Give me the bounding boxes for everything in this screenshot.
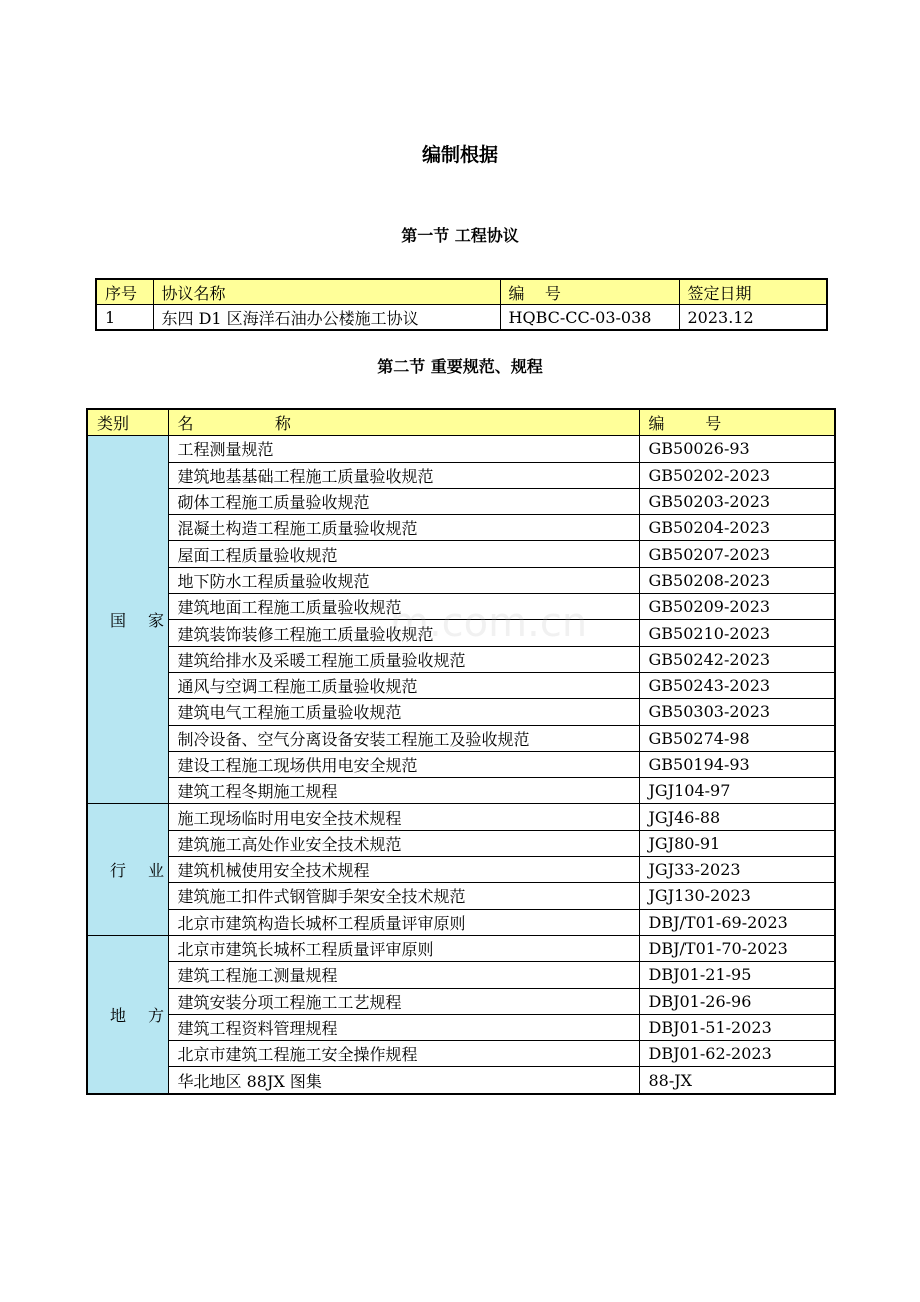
cell-date: 2023.12 [679,305,827,331]
col-header-code: 编 号 [639,409,835,436]
table-row [87,1041,835,1067]
table-row [87,988,835,1014]
table-row [87,1067,835,1094]
standard-code-cell: DBJ01-26-96 [639,988,835,1014]
table-row [87,462,835,488]
standard-name-cell: 制冷设备、空气分离设备安装工程施工及验收规范 [168,725,639,751]
table-row [87,883,835,909]
col-header-date: 签定日期 [679,279,827,305]
standard-code-cell: GB50204-2023 [639,515,835,541]
standard-code-cell: DBJ/T01-69-2023 [639,909,835,935]
table-row [87,778,835,804]
standard-code-cell: JGJ33-2023 [639,857,835,883]
standard-code-cell: DBJ01-21-95 [639,962,835,988]
table-row [87,1014,835,1040]
standard-code-cell: GB50243-2023 [639,672,835,698]
table-row [87,962,835,988]
cell-code: HQBC-CC-03-038 [500,305,679,331]
standard-code-cell: JGJ130-2023 [639,883,835,909]
standard-code-cell: JGJ46-88 [639,804,835,830]
table-row [87,909,835,935]
standards-table [86,408,836,1095]
standard-code-cell: GB50210-2023 [639,620,835,646]
standard-name-cell: 建筑工程施工测量规程 [168,962,639,988]
standard-code-cell: JGJ80-91 [639,830,835,856]
section1-heading: 第一节 工程协议 [401,226,519,245]
standard-name-cell: 建筑施工高处作业安全技术规范 [168,830,639,856]
table-row [87,541,835,567]
contract-table [95,278,828,331]
col-header-name: 协议名称 [153,279,500,305]
standard-code-cell: GB50242-2023 [639,646,835,672]
standard-name-cell: 建设工程施工现场供用电安全规范 [168,751,639,777]
standard-name-cell: 建筑给排水及采暖工程施工质量验收规范 [168,646,639,672]
col-header-name: 名 称 [168,409,639,436]
standard-name-cell: 建筑安装分项工程施工工艺规程 [168,988,639,1014]
table-row [87,620,835,646]
standard-code-cell: GB50194-93 [639,751,835,777]
table-row [87,751,835,777]
standard-name-cell: 施工现场临时用电安全技术规程 [168,804,639,830]
watermark: m.com.cn [390,600,588,646]
standard-name-cell: 建筑地面工程施工质量验收规范 [168,594,639,620]
table-row [87,672,835,698]
category-cell: 地方 [87,935,168,1093]
table-row [87,830,835,856]
cell-name: 东四 D1 区海洋石油办公楼施工协议 [153,305,500,331]
standard-name-cell: 北京市建筑构造长城杯工程质量评审原则 [168,909,639,935]
table-row [87,567,835,593]
section2-heading: 第二节 重要规范、规程 [377,357,543,376]
table-row [87,594,835,620]
standard-name-cell: 北京市建筑长城杯工程质量评审原则 [168,935,639,961]
standard-code-cell: DBJ01-51-2023 [639,1014,835,1040]
col-header-no: 序号 [96,279,153,305]
category-cell: 国家 [87,436,168,804]
standard-code-cell: DBJ01-62-2023 [639,1041,835,1067]
table-row [87,804,835,830]
table-row [87,725,835,751]
standard-name-cell: 混凝土构造工程施工质量验收规范 [168,515,639,541]
page-title: 编制根据 [421,144,498,166]
table-row [87,436,835,462]
standard-name-cell: 砌体工程施工质量验收规范 [168,488,639,514]
col-header-category: 类别 [87,409,168,436]
category-cell: 行业 [87,804,168,935]
table-row [87,488,835,514]
table-row [96,305,827,331]
standard-code-cell: 88-JX [639,1067,835,1094]
standard-name-cell: 建筑电气工程施工质量验收规范 [168,699,639,725]
standard-name-cell: 建筑施工扣件式钢管脚手架安全技术规范 [168,883,639,909]
standard-name-cell: 建筑工程冬期施工规程 [168,778,639,804]
standard-name-cell: 工程测量规范 [168,436,639,462]
table-row [87,935,835,961]
contract-table-header-row [96,279,827,305]
standard-name-cell: 建筑机械使用安全技术规程 [168,857,639,883]
standard-code-cell: GB50274-98 [639,725,835,751]
standard-code-cell: GB50203-2023 [639,488,835,514]
standard-code-cell: GB50202-2023 [639,462,835,488]
table-row [87,515,835,541]
standard-name-cell: 华北地区 88JX 图集 [168,1067,639,1094]
table-row [87,699,835,725]
standard-name-cell: 北京市建筑工程施工安全操作规程 [168,1041,639,1067]
standard-code-cell: DBJ/T01-70-2023 [639,935,835,961]
standard-name-cell: 建筑装饰装修工程施工质量验收规范 [168,620,639,646]
standard-code-cell: GB50209-2023 [639,594,835,620]
standard-code-cell: GB50207-2023 [639,541,835,567]
standards-table-header-row [87,409,835,436]
col-header-code: 编 号 [500,279,679,305]
standard-name-cell: 地下防水工程质量验收规范 [168,567,639,593]
table-row [87,646,835,672]
standard-name-cell: 建筑工程资料管理规程 [168,1014,639,1040]
standard-name-cell: 建筑地基基础工程施工质量验收规范 [168,462,639,488]
standard-code-cell: GB50208-2023 [639,567,835,593]
standard-code-cell: GB50026-93 [639,436,835,462]
standard-name-cell: 屋面工程质量验收规范 [168,541,639,567]
table-row [87,857,835,883]
standard-code-cell: JGJ104-97 [639,778,835,804]
standard-code-cell: GB50303-2023 [639,699,835,725]
standard-name-cell: 通风与空调工程施工质量验收规范 [168,672,639,698]
cell-no: 1 [96,305,153,331]
